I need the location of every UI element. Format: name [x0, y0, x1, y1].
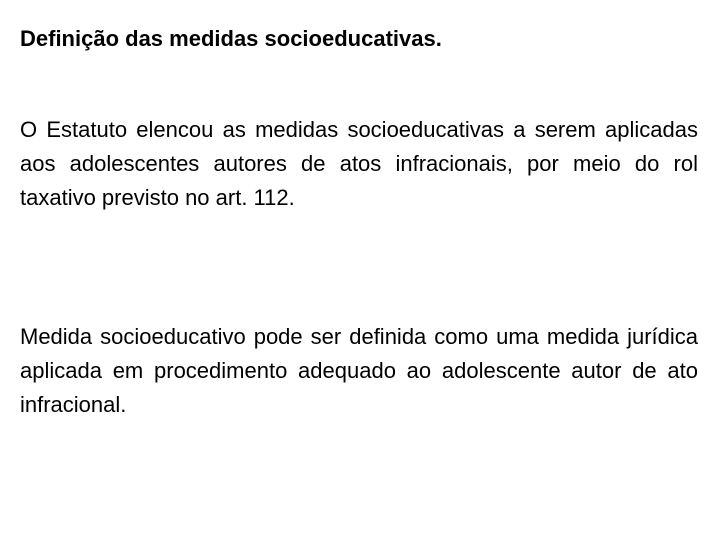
slide-title: Definição das medidas socioeducativas.: [20, 26, 442, 51]
paragraph-estatuto: O Estatuto elencou as medidas socioeducativas a serem aplicadas aos adolescentes autores de atos infracionais, por meio do rol taxativo previsto no art. 112.: [20, 117, 698, 210]
paragraph-definicao: Medida socioeducativo pode ser definida como uma medida jurídica aplicada em procedimento adequado ao adolescente autor de ato infracional.: [20, 324, 698, 417]
